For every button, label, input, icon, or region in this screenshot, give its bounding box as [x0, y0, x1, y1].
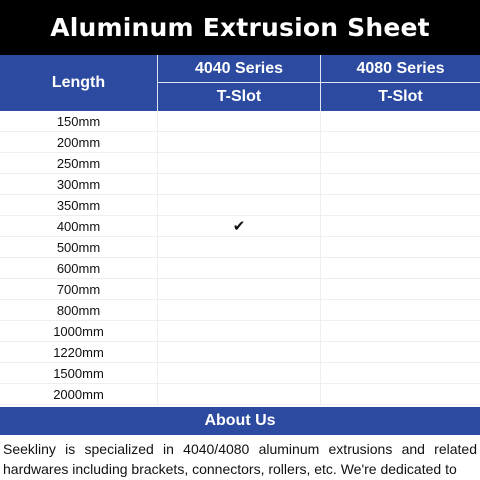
table-row — [0, 153, 480, 174]
table-row — [0, 111, 480, 132]
table-row — [0, 195, 480, 216]
series-4040-type: T-Slot — [158, 83, 321, 111]
table-row — [0, 300, 480, 321]
table-header — [0, 55, 480, 111]
series-4040-cell — [158, 153, 321, 173]
series-4040-cell — [158, 111, 321, 131]
table-row — [0, 363, 480, 384]
series-4040-cell: ✔ — [158, 216, 321, 236]
page-title: Aluminum Extrusion Sheet — [50, 13, 430, 42]
length-cell: 300mm — [0, 174, 158, 194]
table-row — [0, 279, 480, 300]
length-cell: 400mm — [0, 216, 158, 236]
series-4080-cell — [321, 279, 480, 299]
series-4080-header: 4080 Series — [321, 55, 480, 83]
title-bar — [0, 0, 480, 55]
series-4040-cell — [158, 279, 321, 299]
table-row — [0, 384, 480, 405]
series-4080-cell — [321, 300, 480, 320]
series-4080-cell — [321, 342, 480, 362]
table-body — [0, 111, 480, 405]
length-cell: 1500mm — [0, 363, 158, 383]
series-4040-cell — [158, 237, 321, 257]
length-cell: 1000mm — [0, 321, 158, 341]
series-4040-cell — [158, 174, 321, 194]
length-cell: 1220mm — [0, 342, 158, 362]
table-row — [0, 258, 480, 279]
series-4080-cell — [321, 321, 480, 341]
series-4080-cell — [321, 363, 480, 383]
series-4040-header: 4040 Series — [158, 55, 321, 83]
table-row — [0, 132, 480, 153]
length-cell: 800mm — [0, 300, 158, 320]
series-4080-cell — [321, 258, 480, 278]
series-4040-cell — [158, 384, 321, 404]
series-4080-cell — [321, 384, 480, 404]
length-cell: 200mm — [0, 132, 158, 152]
table-row — [0, 321, 480, 342]
series-4080-type: T-Slot — [378, 88, 423, 105]
about-heading: About Us — [0, 407, 480, 435]
table-row — [0, 216, 480, 237]
length-cell: 250mm — [0, 153, 158, 173]
length-cell: 600mm — [0, 258, 158, 278]
series-4080-cell — [321, 174, 480, 194]
series-4080-cell — [321, 216, 480, 236]
series-4040-cell — [158, 342, 321, 362]
series-4040-cell — [158, 132, 321, 152]
series-4080-cell — [321, 132, 480, 152]
length-cell: 150mm — [0, 111, 158, 131]
series-4080-cell — [321, 195, 480, 215]
length-column-header: Length — [0, 55, 158, 111]
length-cell: 2000mm — [0, 384, 158, 404]
series-4080-cell — [321, 237, 480, 257]
series-4040-cell — [158, 300, 321, 320]
series-4040-cell — [158, 195, 321, 215]
length-cell: 500mm — [0, 237, 158, 257]
series-4080-cell — [321, 153, 480, 173]
series-4080-cell — [321, 111, 480, 131]
length-cell: 700mm — [0, 279, 158, 299]
table-row — [0, 342, 480, 363]
series-4040-cell — [158, 321, 321, 341]
series-4040-cell — [158, 258, 321, 278]
table-row — [0, 237, 480, 258]
series-4040-cell — [158, 363, 321, 383]
length-cell: 350mm — [0, 195, 158, 215]
table-row — [0, 174, 480, 195]
about-text: Seekliny is specialized in 4040/4080 aluminum extrusions and related hardwares including brackets, connectors, rollers, etc. We're dedicated to — [3, 441, 477, 477]
